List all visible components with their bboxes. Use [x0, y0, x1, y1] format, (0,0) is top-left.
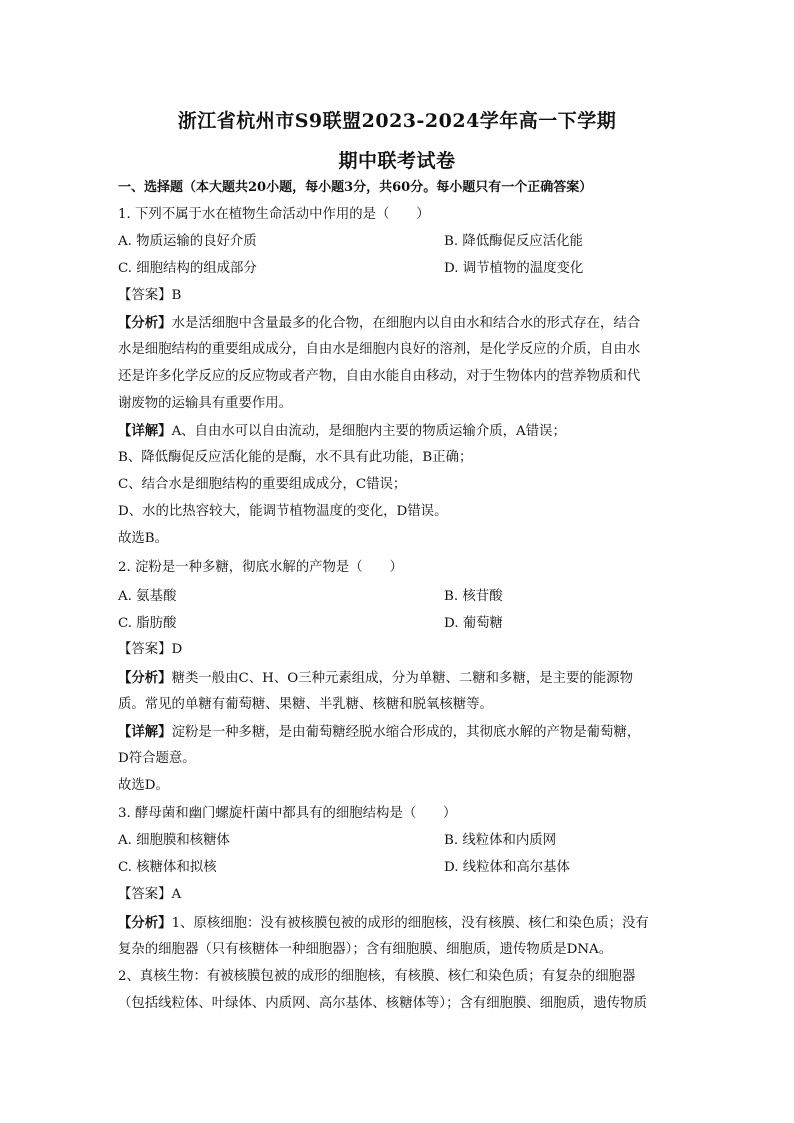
q1-detail-line1	[118, 421, 678, 442]
q3-option-a: A. 细胞膜和核糖体	[118, 833, 230, 848]
q3-analysis-line3: 2、真核生物：有被核膜包被的成形的细胞核，有核膜、核仁和染色质；有复杂的细胞器	[118, 969, 636, 984]
q1-option-d: D. 调节植物的温度变化	[444, 261, 584, 276]
q1-detail-line4: D、水的比热容较大，能调节植物温度的变化，D错误。	[118, 504, 448, 519]
q3-analysis-text1: 1、原核细胞：没有被核膜包被的成形的细胞核，没有核膜、核仁和染色质；没有	[171, 916, 649, 931]
section-heading: 一、选择题（本大题共20小题，每小题3分，共60分。每小题只有一个正确答案）	[118, 180, 593, 195]
q1-analysis-text1: 水是活细胞中含量最多的化合物，在细胞内以自由水和结合水的形式存在，结合	[171, 316, 641, 331]
q2-option-d: D. 葡萄糖	[444, 616, 503, 631]
q3-option-b: B. 线粒体和内质网	[444, 833, 557, 848]
q1-conclusion: 故选B。	[118, 531, 169, 546]
doc-title-line1: 浙江省杭州市S9联盟2023-2024学年高一下学期	[177, 110, 617, 132]
q1-analysis-line1	[118, 313, 678, 334]
q3-answer: 【答案】A	[118, 887, 182, 902]
q1-detail-text1: A、自由水可以自由流动，是细胞内主要的物质运输介质，A错误；	[171, 424, 566, 439]
q2-analysis-text1: 糖类一般由C、H、O三种元素组成，分为单糖、二糖和多糖，是主要的能源物	[171, 671, 633, 686]
q1-option-b: B. 降低酶促反应活化能	[444, 234, 583, 249]
q1-detail-line2: B、降低酶促反应活化能的是酶，水不具有此功能，B正确；	[118, 450, 473, 465]
analysis-tag: 【分析】	[118, 670, 172, 686]
analysis-tag: 【分析】	[118, 915, 172, 931]
analysis-tag: 【分析】	[118, 315, 172, 331]
q1-analysis-line3: 还是许多化学反应的反应物或者产物，自由水能自由移动，对于生物体内的营养物质和代	[118, 369, 641, 384]
q2-option-c: C. 脂肪酸	[118, 616, 177, 631]
q2-stem: 2. 淀粉是一种多糖，彻底水解的产物是（ ）	[118, 560, 403, 575]
q1-answer: 【答案】B	[118, 288, 182, 303]
detail-tag: 【详解】	[118, 423, 172, 439]
q3-analysis-line1	[118, 913, 678, 934]
q1-detail-line3: C、结合水是细胞结构的重要组成成分，C错误；	[118, 477, 407, 492]
q2-option-a: A. 氨基酸	[118, 589, 177, 604]
q1-option-c: C. 细胞结构的组成部分	[118, 261, 257, 276]
q3-analysis-line4: （包括线粒体、叶绿体、内质网、高尔基体、核糖体等）；含有细胞膜、细胞质，遗传物质	[118, 996, 647, 1011]
detail-tag: 【详解】	[118, 724, 172, 740]
q2-analysis-line2: 质。常见的单糖有葡萄糖、果糖、半乳糖、核糖和脱氧核糖等。	[118, 697, 493, 712]
q3-analysis-line2: 复杂的细胞器（只有核糖体一种细胞器）；含有细胞膜、细胞质，遗传物质是DNA。	[118, 942, 613, 957]
q2-analysis-line1	[118, 668, 678, 689]
q3-option-d: D. 线粒体和高尔基体	[444, 860, 570, 875]
doc-title-line2: 期中联考试卷	[338, 150, 456, 172]
q3-stem: 3. 酵母菌和幽门螺旋杆菌中都具有的细胞结构是（ ）	[118, 806, 457, 821]
q1-stem: 1. 下列不属于水在植物生命活动中作用的是（ ）	[118, 207, 430, 222]
q3-option-c: C. 核糖体和拟核	[118, 860, 217, 875]
q2-detail-line2: D符合题意。	[118, 751, 196, 766]
q2-option-b: B. 核苷酸	[444, 589, 503, 604]
q2-answer: 【答案】D	[118, 642, 183, 657]
q1-analysis-line2: 水是细胞结构的重要组成成分，自由水是细胞内良好的溶剂，是化学反应的介质，自由水	[118, 342, 641, 357]
q1-option-a: A. 物质运输的良好介质	[118, 234, 257, 249]
q2-conclusion: 故选D。	[118, 778, 169, 793]
q1-analysis-line4: 谢废物的运输具有重要作用。	[118, 396, 293, 411]
q2-detail-text1: 淀粉是一种多糖，是由葡萄糖经脱水缩合形成的，其彻底水解的产物是葡萄糖，	[171, 725, 641, 740]
q2-detail-line1	[118, 722, 678, 743]
